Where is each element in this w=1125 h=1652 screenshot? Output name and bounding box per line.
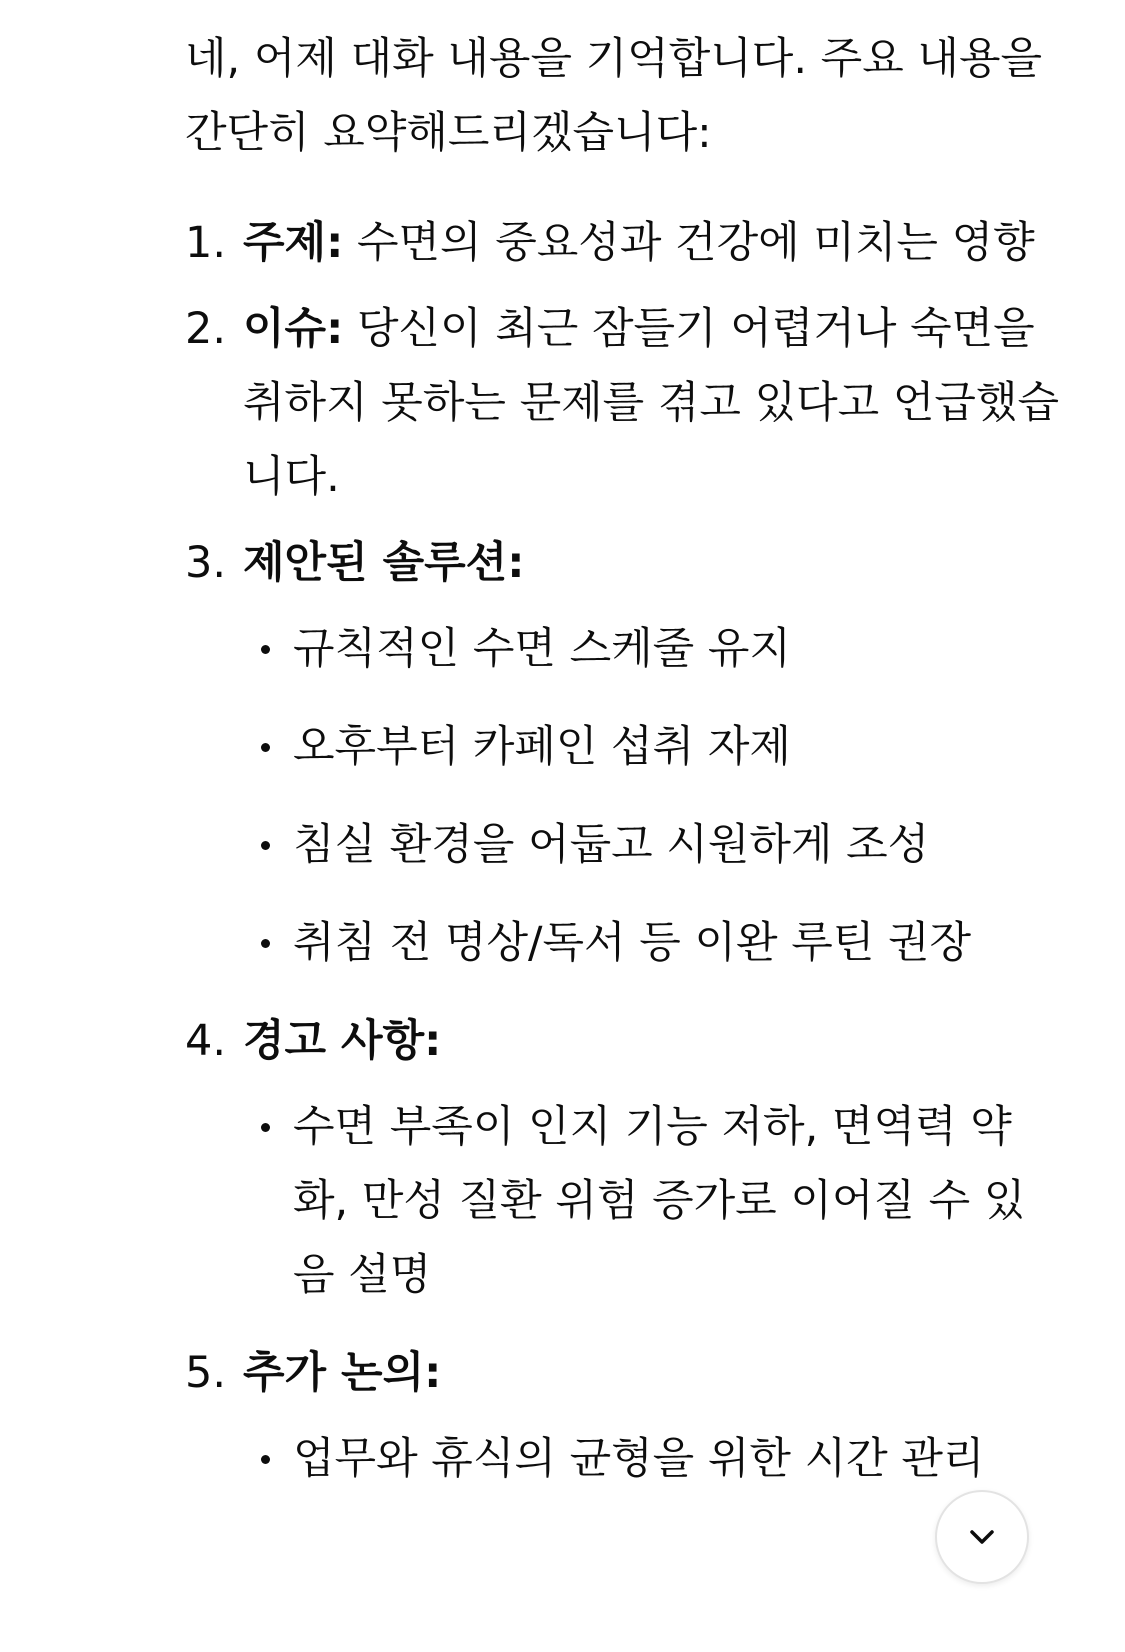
sub-list-item: 규칙적인 수면 스케줄 유지 xyxy=(243,612,1065,686)
intro-text: 네, 어제 대화 내용을 기억합니다. 주요 내용을 간단히 요약해드리겠습니다: xyxy=(185,34,1043,158)
summary-list xyxy=(185,206,1065,1496)
list-item-further-discussion xyxy=(185,1336,1065,1496)
assistant-message xyxy=(185,22,1065,1520)
list-number: 3. xyxy=(185,538,227,588)
sub-list-item: 오후부터 카페인 섭취 자제 xyxy=(243,710,1065,784)
sub-list-item: 업무와 휴식의 균형을 위한 시간 관리 xyxy=(243,1422,1065,1496)
sub-list-item: 침실 환경을 어둡고 시원하게 조성 xyxy=(243,808,1065,882)
list-number: 5. xyxy=(185,1348,227,1398)
discussion-sublist xyxy=(243,1422,1065,1496)
item-label: 주제: xyxy=(243,218,344,268)
list-item-topic xyxy=(185,206,1065,280)
solutions-sublist xyxy=(243,612,1065,980)
item-text: 당신이 최근 잠들기 어렵거나 숙면을 취하지 못하는 문제를 겪고 있다고 언급했습니다. xyxy=(243,304,1060,502)
item-label: 제안된 솔루션: xyxy=(243,538,525,588)
warnings-sublist xyxy=(243,1090,1065,1312)
item-label: 이슈: xyxy=(243,304,344,354)
list-item-warnings xyxy=(185,1004,1065,1312)
scroll-to-bottom-button[interactable] xyxy=(935,1490,1029,1584)
list-item-solutions xyxy=(185,526,1065,980)
list-number: 4. xyxy=(185,1016,227,1066)
item-label: 경고 사항: xyxy=(243,1016,442,1066)
sub-list-item: 취침 전 명상/독서 등 이완 루틴 권장 xyxy=(243,906,1065,980)
item-text: 수면의 중요성과 건강에 미치는 영향 xyxy=(343,218,1035,268)
chevron-down-icon xyxy=(962,1517,1002,1557)
sub-list-item: 수면 부족이 인지 기능 저하, 면역력 약화, 만성 질환 위험 증가로 이어질 수 있음 설명 xyxy=(243,1090,1065,1312)
list-number: 2. xyxy=(185,304,227,354)
item-label: 추가 논의: xyxy=(243,1348,442,1398)
list-item-issue xyxy=(185,292,1065,514)
list-number: 1. xyxy=(185,218,227,268)
